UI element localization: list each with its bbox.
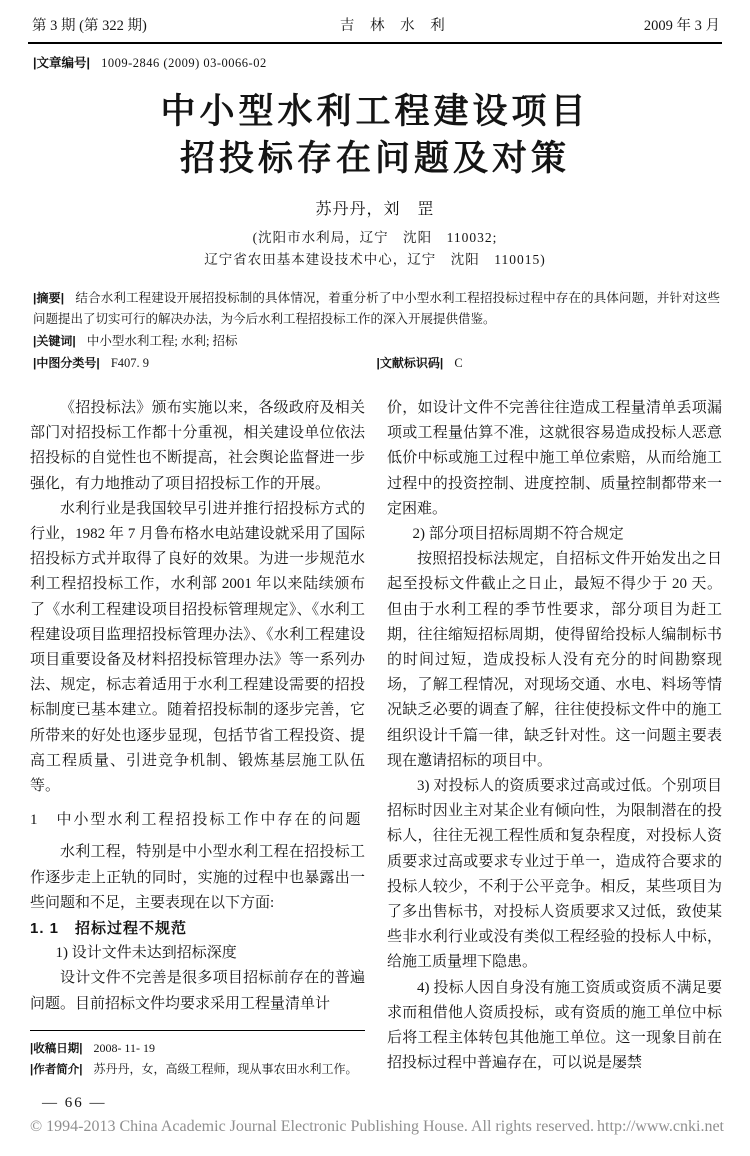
paragraph: 水利工程，特别是中小型水利工程在招投标工作逐步走上正轨的同时，实施的过程中也暴露出一些问题和不足，主要表现在以下方面:: [30, 844, 365, 911]
article-id-value: 1009-2846 (2009) 03-0066-02: [101, 56, 267, 70]
keywords-text: 中小型水利工程; 水利; 招标: [86, 334, 238, 348]
paragraph: 《招投标法》颁布实施以来，各级政府及相关部门对招投标工作都十分重视，相关建设单位依法招投标的自觉性也不断提高，社会舆论监督进一步强化，有力地推动了项目招投标工作的开展。: [30, 400, 365, 492]
body-columns: [30, 396, 722, 1080]
doc-code-value: C: [454, 356, 463, 370]
clc-value: F407. 9: [110, 356, 150, 370]
keywords-row: [33, 331, 720, 352]
list-item: 2) 部分项目招标周期不符合规定: [412, 526, 624, 543]
affiliation-line1: (沈阳市水利局，辽宁 沈阳 110032;: [252, 230, 498, 245]
journal-title: 吉 林 水 利: [339, 18, 451, 34]
issue-number: 第 3 期 (第 322 期): [32, 18, 147, 34]
header-divider: [28, 42, 722, 44]
abstract-row: [33, 288, 720, 330]
doc-code-label: |文献标识码|: [376, 356, 444, 370]
article-id-label: |文章编号|: [33, 56, 90, 70]
article-id-line: [33, 53, 267, 71]
publication-date: 2009 年 3 月: [643, 18, 720, 34]
author-bio-row: [30, 1059, 365, 1080]
keywords-label: |关键词|: [33, 334, 76, 348]
affiliation-line2: 辽宁省农田基本建设技术中心，辽宁 沈阳 110015): [204, 252, 546, 267]
received-date-label: |收稿日期|: [30, 1042, 83, 1055]
abstract-label: |摘要|: [33, 291, 65, 305]
cnki-url: http://www.cnki.net: [597, 1118, 724, 1135]
subsection-heading-1-1: 1. 1 招标过程不规范: [30, 920, 188, 938]
doc-code-group: [377, 353, 463, 374]
received-date-value: 2008- 11- 19: [93, 1040, 155, 1055]
journal-header: [32, 14, 720, 35]
meta-block: [33, 288, 720, 374]
copyright-text: © 1994-2013 China Academic Journal Electronic Publishing House. All rights reserved.: [30, 1118, 595, 1135]
paragraph: 水利行业是我国较早引进并推行招投标方式的行业，1982 年 7 月鲁布格水电站建设就采用了国际招投标方式并取得了良好的效果。为进一步规范水利工程招投标工作，水利部 2001 年以来陆续颁布了《水利工程建设项目招投标管理规定》、《水利工程建设项目监理招投标管理办法》、《水利工程建设项目重要设备及材料招投标管理办法》等一系列办法、规定，标志着适用于水利工程建设需要的招投标制度已基本建立。随着招投标制的逐步完善，它所带来的好处也逐步显现，包括节省工程投资、提高工程质量、引进竞争机制、锻炼基层施工队伍等。: [30, 500, 365, 795]
abstract-text: 结合水利工程建设开展招投标制的具体情况，着重分析了中小型水利工程招投标过程中存在的具体问题，并针对这些问题提出了切实可行的解决办法，为今后水利工程招投标工作的深入开展提供借鉴。: [33, 291, 720, 326]
authors: 苏丹丹，刘 罡: [315, 201, 435, 218]
paper-title-line1: 中小型水利工程建设项目: [160, 92, 590, 131]
classification-row: [33, 353, 720, 374]
left-column: [30, 396, 365, 1080]
paragraph: 设计文件不完善是很多项目招标前存在的普遍问题。目前招标文件均要求采用工程量清单计: [30, 970, 365, 1012]
paper-title-line2: 招投标存在问题及对策: [179, 139, 570, 178]
list-item: 1) 设计文件未达到招标深度: [55, 945, 237, 962]
clc-group: [33, 353, 377, 374]
received-date-row: [30, 1038, 365, 1059]
affiliation: [0, 227, 750, 271]
section-heading-1: 1 中小型水利工程招投标工作中存在的问题: [30, 812, 363, 829]
paragraph: 4) 投标人因自身没有施工资质或资质不满足要求而租借他人资质投标，或有资质的施工单位中标后将工程主体转包其他施工单位。这一现象目前在招投标过程中普遍存在，可以说是屡禁: [387, 979, 722, 1072]
paragraph: 3) 对投标人的资质要求过高或过低。个别项目招标时因业主对某企业有倾向性，为限制潜在的投标人，往往无视工程性质和复杂程度，对投标人资质要求过高或要求专业过于单一，造成符合要求的投标人较少，不利于公平竞争。相反，某些项目为了多出售标书，对投标人资质要求又过低，致使某些非水利行业或没有类似工程经验的投标人中标，给施工质量埋下隐患。: [387, 778, 722, 971]
paragraph: 按照招投标法规定，自招标文件开始发出之日起至投标文件截止之日止，最短不得少于 20 天。但由于水利工程的季节性要求，部分项目为赶工期，往往缩短招标周期，使得留给投标人编制标书的时间过短，造成投标人没有充分的时间勘察现场，了解工程情况，对现场交通、水电、料场等情况缺乏必要的调查了解，往往使投标文件中的施工组织设计千篇一律，缺乏针对性。这一问题主要表现在邀请招标的项目中。: [387, 551, 722, 769]
clc-label: |中图分类号|: [33, 356, 100, 370]
author-bio-value: 苏丹丹，女，高级工程师，现从事农田水利工作。: [93, 1061, 358, 1076]
right-column: [387, 396, 722, 1080]
copyright-watermark: [30, 1118, 724, 1136]
paragraph-continuation: 价，如设计文件不完善往往造成工程量清单丢项漏项或工程量估算不准，这就很容易造成投标人恶意低价中标或施工过程中施工单位索赔，从而给施工过程中的投资控制、进度控制、质量控制都带来一定困难。: [387, 400, 722, 517]
paper-title: [0, 88, 750, 182]
footnote-block: [30, 1030, 365, 1080]
page-number: — 66 —: [42, 1095, 107, 1111]
author-bio-label: |作者简介|: [30, 1063, 83, 1076]
